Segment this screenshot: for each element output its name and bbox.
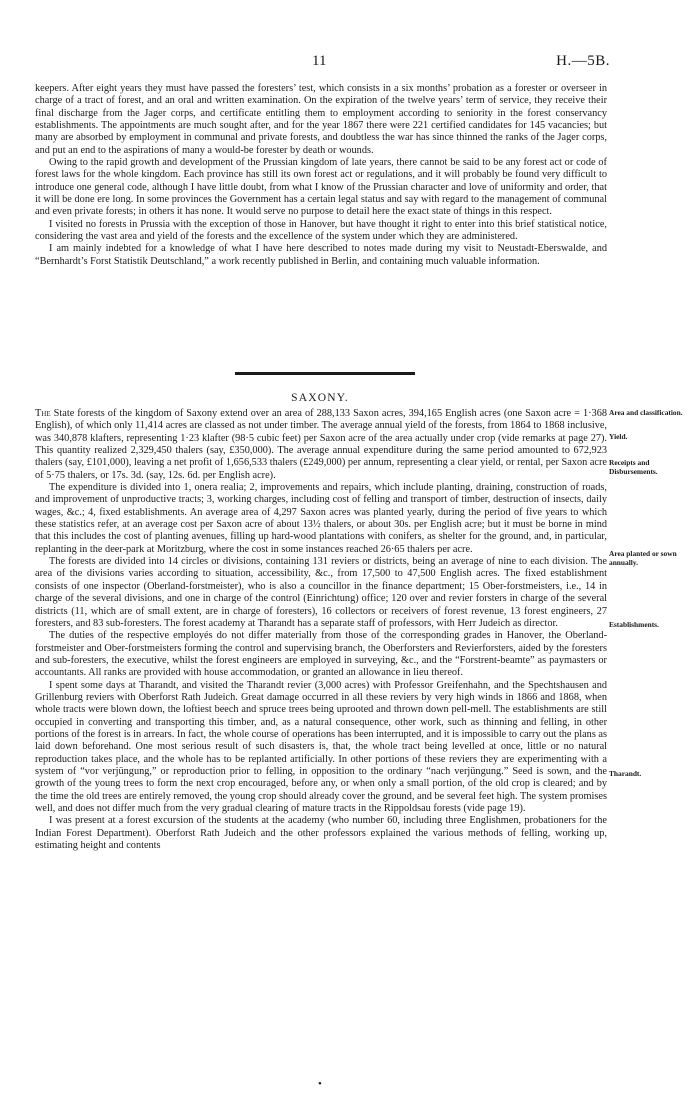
margin-note-establishments: Establishments. <box>609 620 659 629</box>
page-header <box>0 53 700 75</box>
continued-prussia-text <box>35 83 607 268</box>
margin-note-planted: Area planted or sown annually. <box>609 549 677 567</box>
paragraph: I visited no forests in Prussia with the exception of those in Hanover, but have thought it right to enter into this brief statistical notice, considering the vast area and yield of the forests and the excellence of the system under which they are administered. <box>35 218 607 243</box>
margin-note-yield: Yield. <box>609 432 628 441</box>
saxony-section-text <box>35 408 607 852</box>
lead-word: The <box>35 408 51 419</box>
paragraph-text: State forests of the kingdom of Saxony extend over an area of 288,133 Saxon acres, 394,165 English acres (one Saxon acre = 1·368 English), of which only 11,414 acres are classed as not under timber. The average annual yield of the forests, from 1864 to 1868 inclusive, was 340,878 klafters, representing 1·23 klafter (98·5 cubic feet) per Saxon acre of the area actually under crop (vide remarks at page 27). This quantity realized 2,329,450 thalers (say, £350,000). The average annual expenditure during the same period amounted to 672,923 thalers (say, £101,000), leaving a net profit of 1,656,533 thalers (£249,000) per annum, representing a clear yield, or rental, per Saxon acre of 5·75 thalers, or 17s. 3d. (say, 12s. 6d. per English acre). <box>35 408 607 481</box>
paragraph: I am mainly indebted for a knowledge of what I have here described to notes made during my visit to Neustadt-Eberswalde, and “Bernhardt’s Forst Statistik Deutschland,” a work recently published in Berlin, and containing much valuable information. <box>35 243 607 267</box>
section-divider <box>235 372 415 375</box>
document-reference: H.—5B. <box>556 53 610 69</box>
paragraph: I was present at a forest excursion of the students at the academy (who number 60, including three Englishmen, probationers for the Indian Forest Department). Oberforst Rath Judeich and the other professors explained the various methods of felling, working up, estimating height and contents <box>35 815 607 852</box>
paragraph: keepers. After eight years they must have passed the foresters’ test, which consists in a six months’ probation as a forester or overseer in charge of a tract of forest, and an oral and written examination. On the expiration of the twelve years’ term of service, they receive their final discharge from the Jager corps, and certificate entitling them to employment according to seniority in the forest conservancy establishments. The appointments are much sought after, and for the year 1867 there were 221 certified candidates for 145 vacancies; but many are absorbed by employment in communal and private forests, and doubtless the war has since thinned the ranks of the Jager corps, and put an end to the aspirations of many a would-be forester by death or wounds. <box>35 83 607 156</box>
margin-note-area: Area and classification. <box>609 408 683 417</box>
footer-mark: • <box>318 1078 322 1090</box>
margin-note-receipts: Receipts and Disbursements. <box>609 458 658 476</box>
paragraph: The duties of the respective employés do not differ materially from those of the corresponding grades in Hanover, the Oberland-forstmeister and Ober-forstmeisters forming the control and supervising branch, the Oberforsters and Revierforsters, aided by the foresters and sub-foresters, the executive, whilst the forest engineers are employed in surveying, &c., and the “Forstrent-beamte” as paymasters or accountants. All ranks are provided with house accommodation, or granted an allowance in lieu thereof. <box>35 630 607 679</box>
paragraph: The forests are divided into 14 circles or divisions, containing 131 reviers or districts, being an average of nine to each division. The area of the divisions varies according to situation, accessibility, &c., from 17,500 to 47,500 English acres. The fixed establishment consists of one inspector (Oberland-forstmeister), who is also a councillor in the finance department; 15 Ober-forstmeisters, i.e., 14 in charge of the several divisions, and one in charge of the control (Einrichtung) office; 120 over and revier forsters in charge of the several districts (11, which are of small extent, are in charge of foresters), 16 collectors or receivers of forest revenue, 13 forest engineers, 27 foresters, and 83 sub-foresters. The forest academy at Tharandt has a separate staff of professors, with Herr Judeich as director. <box>35 556 607 629</box>
margin-note-tharandt: Tharandt. <box>609 769 642 778</box>
paragraph <box>35 408 607 482</box>
section-title: SAXONY. <box>291 392 349 404</box>
page-number: 11 <box>312 53 327 69</box>
paragraph: Owing to the rapid growth and development of the Prussian kingdom of late years, there cannot be said to be any forest act or code of forest laws for the whole kingdom. Each province has still its own forest act or regulations, and it will probably be found very difficult to introduce one general code, although I have little doubt, from what I know of the Prussian character and love of uniformity and order, that it will be done ere long. In some provinces the Government has a certain legal status and say with regard to the management of communal and even private forests; in others it has none. It would serve no purpose to detail here the exact state of things in this respect. <box>35 157 607 218</box>
paragraph: I spent some days at Tharandt, and visited the Tharandt revier (3,000 acres) with Professor Greifenhahn, and the Spechtshausen and Grillenburg reviers with Oberforst Rath Judeich. Great damage occurred in all these reviers by very high winds in 1866 and 1868, when whole tracts were blown down, the loftiest beech and spruce trees being uprooted and thrown down pell-mell. The establishments are still occupied in converting and transporting this timber, and, as a natural consequence, other work, such as thinning and felling, in other portions of the forest is in arrears. In fact, the whole course of operations has been interrupted, and it is impossible to carry out the plans as laid down beforehand. One most serious result of such disasters is, that, the whole tract being levelled at once, little or no natural reproduction takes place, and the whole has to be replanted artificially. In other portions of these reviers they are experimenting with a system of “vor verjüngung,” or reproduction prior to felling, in opposition to the ordinary “nach verjüngung.” Seed is sown, and the growth of the young trees to form the next crop encouraged, before any, or when only a small portion, of the old crop is cleared; and by the time the old trees are entirely removed, the young crop should already cover the ground, and be several feet high. The system promises well, and does not differ much from the very gradual clearing of mature tracts in the Rippoldsau forests (vide page 19). <box>35 679 607 814</box>
paragraph: The expenditure is divided into 1, onera realia; 2, improvements and repairs, which include planting, draining, construction of roads, and improvement of unproductive tracts; 3, working charges, including cost of felling and transport of timber, destruction of insects, daily wages, &c.; 4, fixed establishments. An average area of 4,297 Saxon acres was planted yearly, during the period of five years to which these statistics refer, at an average cost per Saxon acre of about 13½ thalers, or about 30s. per English acre; but it must be borne in mind that this includes the cost of planting avenues, filling up hard-wood plantations with conifers, as shelter for the ground, and, in particular, replanting in the deer-park at Moritzburg, where the cost in some instances reached 26·65 thalers per acre. <box>35 482 607 555</box>
